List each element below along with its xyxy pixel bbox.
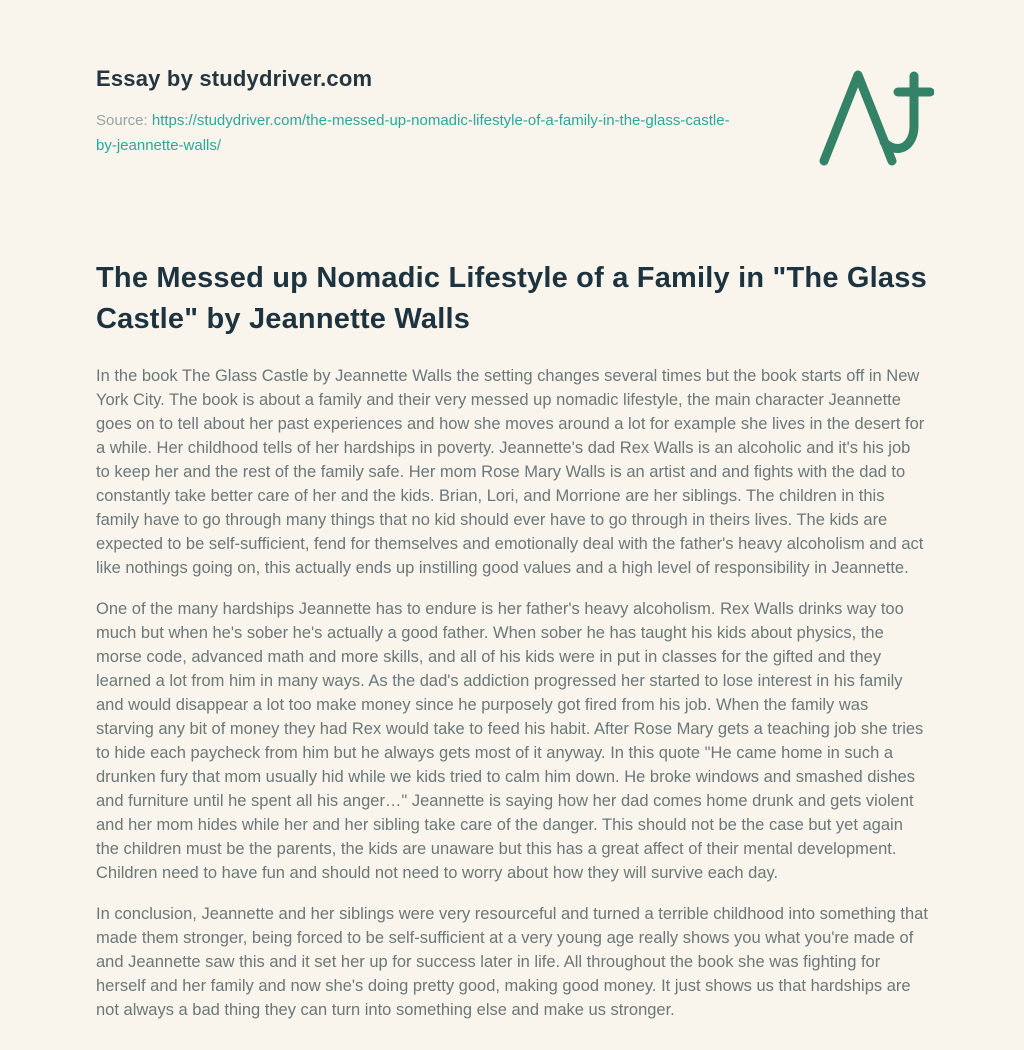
studydriver-logo-icon [816, 68, 934, 166]
source-line [96, 108, 744, 158]
essay-title: The Messed up Nomadic Lifestyle of a Family in "The Glass Castle" by Jeannette Walls [96, 262, 927, 335]
essay-paragraph-2: One of the many hardships Jeannette has to endure is her father's heavy alcoholism. Rex Walls drinks way too much but when he's sober he's actually a good father. When sober he has taught his kids about physics, the morse code, advanced math and more skills, and all of his kids were in put in classes for the gifted and they learned a lot from him in many ways. As the dad's addiction progressed her started to lose interest in his family and would disappear a lot too make money since he purposely got fired from his job. When the family was starving any bit of money they had Rex would take to feed his habit. After Rose Mary gets a teaching job she tries to hide each paycheck from him but he always gets most of it anyway. In this quote "He came home in such a drunken fury that mom usually hid while we kids tried to calm him down. He broke windows and smashed dishes and furniture until he spent all his anger…" Jeannette is saying how her dad comes home drunk and gets violent and her mom hides while her and her sibling take care of the danger. This should not be the case but yet again the children must be the parents, the kids are unaware but this has a great affect of their mental development. Children need to have fun and should not need to worry about how they will survive each day. [96, 600, 924, 882]
essay-header [96, 66, 928, 158]
essay-content [96, 258, 928, 1022]
essay-byline: Essay by studydriver.com [96, 66, 373, 91]
source-label: Source: [96, 112, 148, 129]
source-link[interactable]: https://studydriver.com/the-messed-up-nomadic-lifestyle-of-a-family-in-the-glass-castle-by-jeannette-walls/ [96, 112, 730, 154]
essay-paragraph-3: In conclusion, Jeannette and her siblings were very resourceful and turned a terrible childhood into something that made them stronger, being forced to be self-sufficient at a very young age really shows you what you're made of and Jeannette saw this and it set her up for success later in life. All throughout the book she was fighting for herself and her family and now she's doing pretty good, making good money. It just shows us that hardships are not always a bad thing they can turn into something else and make us stronger. [96, 905, 928, 1019]
essay-paragraph-1: In the book The Glass Castle by Jeannette Walls the setting changes several times but the book starts off in New York City. The book is about a family and their very messed up nomadic lifestyle, the main character Jeannette goes on to tell about her past experiences and how she moves around a lot for example she lives in the desert for a while. Her childhood tells of her hardships in poverty. Jeannette's dad Rex Walls is an alcoholic and it's his job to keep her and the rest of the family safe. Her mom Rose Mary Walls is an artist and and fights with the dad to constantly take better care of her and the kids. Brian, Lori, and Morrione are her siblings. The children in this family have to go through many things that no kid should ever have to go through in theirs lives. The kids are expected to be self-sufficient, fend for themselves and emotionally deal with the father's heavy alcoholism and act like nothings going on, this actually ends up instilling good values and a high level of responsibility in Jeannette. [96, 367, 925, 577]
essay-body [96, 364, 928, 1022]
